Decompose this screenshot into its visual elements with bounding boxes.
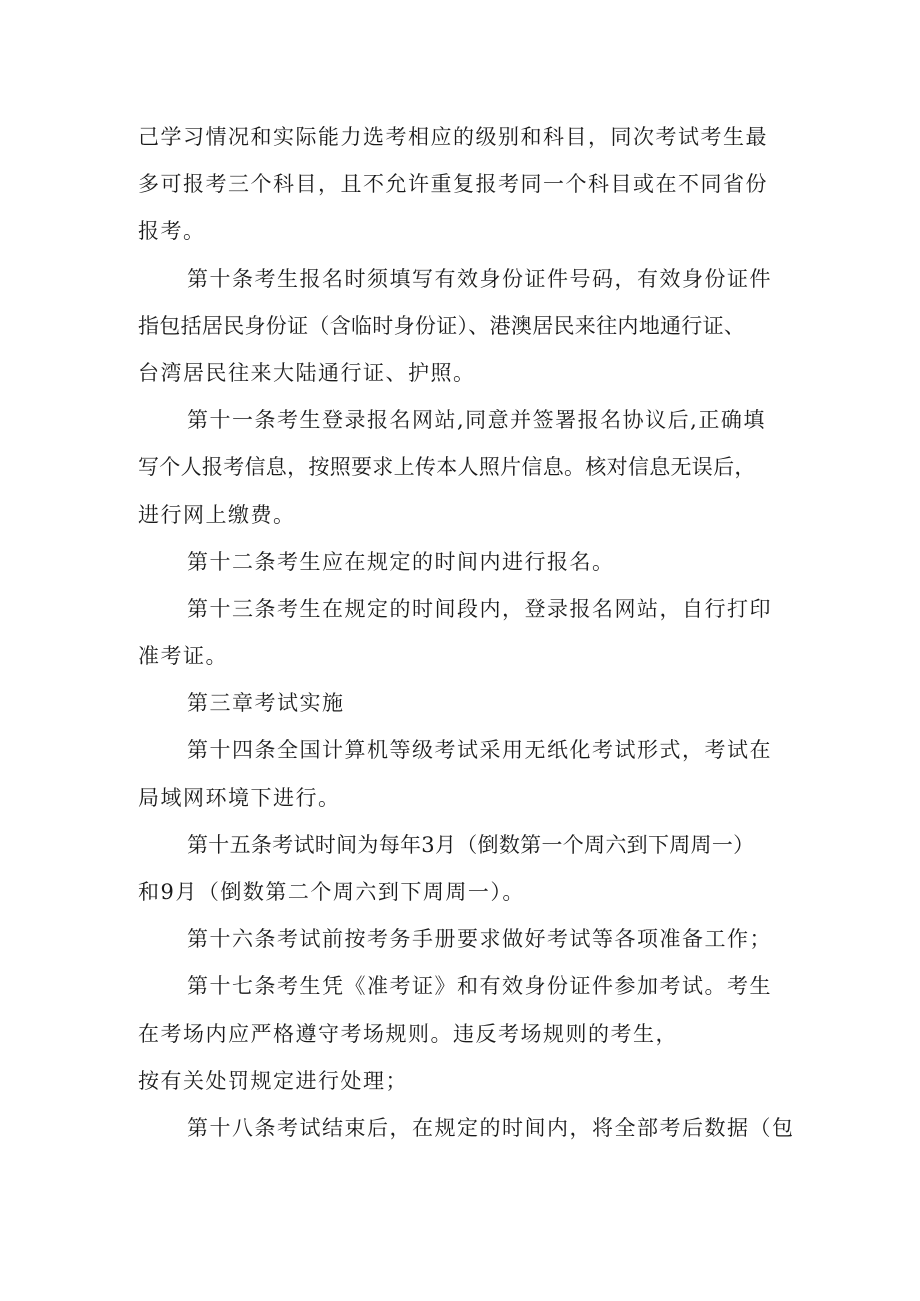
text-line: 写个人报考信息，按照要求上传本人照片信息。核对信息无误后，	[138, 455, 756, 480]
article-17-line: 第十七条考生凭《准考证》和有效身份证件参加考试。考生	[187, 974, 772, 999]
article-18-line: 第十八条考试结束后，在规定的时间内，将全部考后数据（包	[187, 1115, 795, 1140]
text-line: 指包括居民身份证（含临时身份证）、港澳居民来往内地通行证、	[138, 313, 746, 338]
text-line: 准考证。	[138, 644, 228, 669]
text-line: 多可报考三个科目，且不允许重复报考同一个科目或在不同省份	[138, 172, 768, 197]
article-11-line: 第十一条考生登录报名网站,同意并签署报名协议后,正确填	[187, 408, 766, 433]
text-line: 己学习情况和实际能力选考相应的级别和科目，同次考试考生最	[138, 125, 768, 149]
article-15-line: 第十五条考试时间为每年3月（倒数第一个周六到下周周一）	[187, 832, 755, 857]
text-line: 在考场内应严格遵守考场规则。违反考场规则的考生，	[138, 1021, 678, 1046]
article-12-line: 第十二条考生应在规定的时间内进行报名。	[187, 549, 615, 574]
article-14-line: 第十四条全国计算机等级考试采用无纸化考试形式，考试在	[187, 738, 772, 763]
article-10-line: 第十条考生报名时须填写有效身份证件号码，有效身份证件	[187, 266, 772, 291]
chapter-3-heading: 第三章考试实施	[187, 691, 345, 716]
text-line: 按有关处罚规定进行处理；	[138, 1068, 408, 1093]
text-line: 报考。	[138, 219, 206, 244]
text-line: 进行网上缴费。	[138, 502, 296, 527]
text-line: 台湾居民往来大陆通行证、护照。	[138, 360, 476, 385]
article-16-line: 第十六条考试前按考务手册要求做好考试等各项准备工作；	[187, 927, 772, 952]
article-13-line: 第十三条考生在规定的时间段内，登录报名网站，自行打印	[187, 596, 772, 621]
text-line: 局域网环境下进行。	[138, 785, 341, 810]
text-line: 和9月（倒数第二个周六到下周周一）。	[138, 880, 525, 904]
document-body	[138, 114, 802, 1152]
